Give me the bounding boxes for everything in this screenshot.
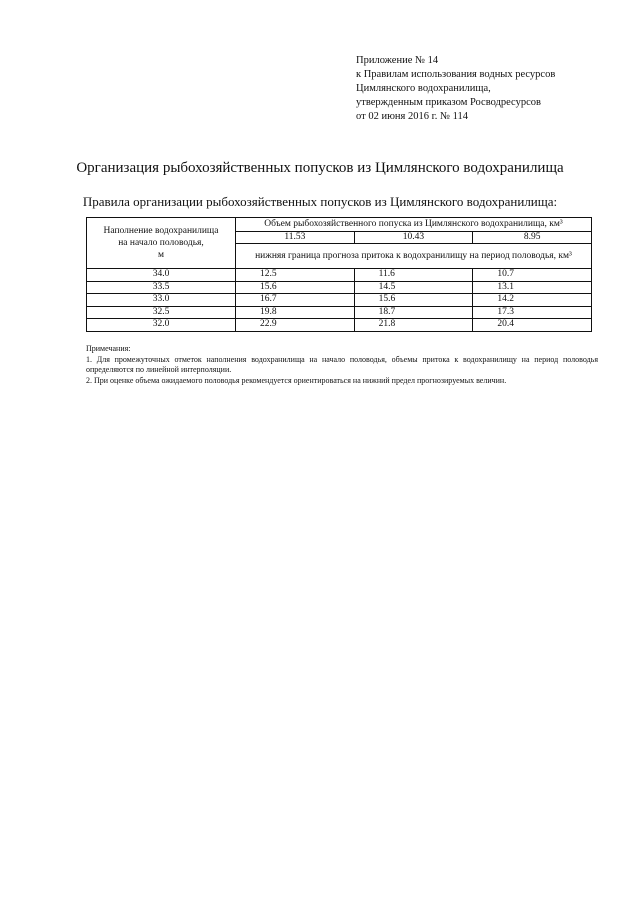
table-row (87, 319, 592, 332)
appendix-line: утвержденным приказом Росводресурсов (356, 97, 541, 108)
level-cell: 32.5 (87, 306, 236, 319)
value-cell: 21.8 (354, 319, 473, 332)
value-cell: 14.2 (473, 294, 592, 307)
note-item: 1. Для промежуточных отметок наполнения водохранилища на начало половодья, объемы притока к водохранилищу на период половодья определяются по линейной интерполяции. (86, 354, 598, 374)
volume-column-header: 8.95 (473, 232, 592, 244)
inflow-header: нижняя граница прогноза притока к водохранилищу на период половодья, км³ (236, 244, 592, 269)
table-row (87, 269, 592, 282)
volume-header: Объем рыбохозяйственного попуска из Цимлянского водохранилища, км³ (236, 218, 592, 232)
level-header-line: м (157, 250, 164, 260)
level-header-line: Наполнение водохранилища (103, 226, 219, 236)
appendix-line: Приложение № 14 (356, 55, 439, 66)
level-cell: 33.0 (87, 294, 236, 307)
appendix-block (356, 54, 555, 124)
level-cell: 33.5 (87, 281, 236, 294)
level-cell: 34.0 (87, 269, 236, 282)
appendix-line: к Правилам использования водных ресурсов (356, 69, 556, 80)
release-rules-table (86, 217, 592, 332)
appendix-line: от 02 июня 2016 г. № 114 (356, 111, 468, 122)
notes-block (86, 344, 598, 386)
value-cell: 16.7 (236, 294, 355, 307)
value-cell: 14.5 (354, 281, 473, 294)
value-cell: 12.5 (236, 269, 355, 282)
note-item: 2. При оценке объема ожидаемого половодья рекомендуется ориентироваться на нижний предел прогнозируемых величин. (86, 375, 507, 385)
appendix-line: Цимлянского водохранилища, (356, 83, 491, 94)
document-subtitle: Правила организации рыбохозяйственных попусков из Цимлянского водохранилища: (82, 194, 558, 209)
value-cell: 15.6 (236, 281, 355, 294)
level-cell: 32.0 (87, 319, 236, 332)
value-cell: 11.6 (354, 269, 473, 282)
value-cell: 19.8 (236, 306, 355, 319)
value-cell: 17.3 (473, 306, 592, 319)
table-row (87, 306, 592, 319)
level-header-line: на начало половодья, (118, 238, 204, 248)
document-title: Организация рыбохозяйственных попусков из Цимлянского водохранилища (76, 160, 564, 176)
table-row (87, 294, 592, 307)
value-cell: 13.1 (473, 281, 592, 294)
value-cell: 10.7 (473, 269, 592, 282)
table-row (87, 281, 592, 294)
value-cell: 15.6 (354, 294, 473, 307)
value-cell: 22.9 (236, 319, 355, 332)
volume-column-header: 10.43 (354, 232, 473, 244)
volume-column-header: 11.53 (236, 232, 355, 244)
level-header-cell (87, 218, 236, 269)
value-cell: 18.7 (354, 306, 473, 319)
notes-heading: Примечания: (86, 344, 131, 353)
value-cell: 20.4 (473, 319, 592, 332)
